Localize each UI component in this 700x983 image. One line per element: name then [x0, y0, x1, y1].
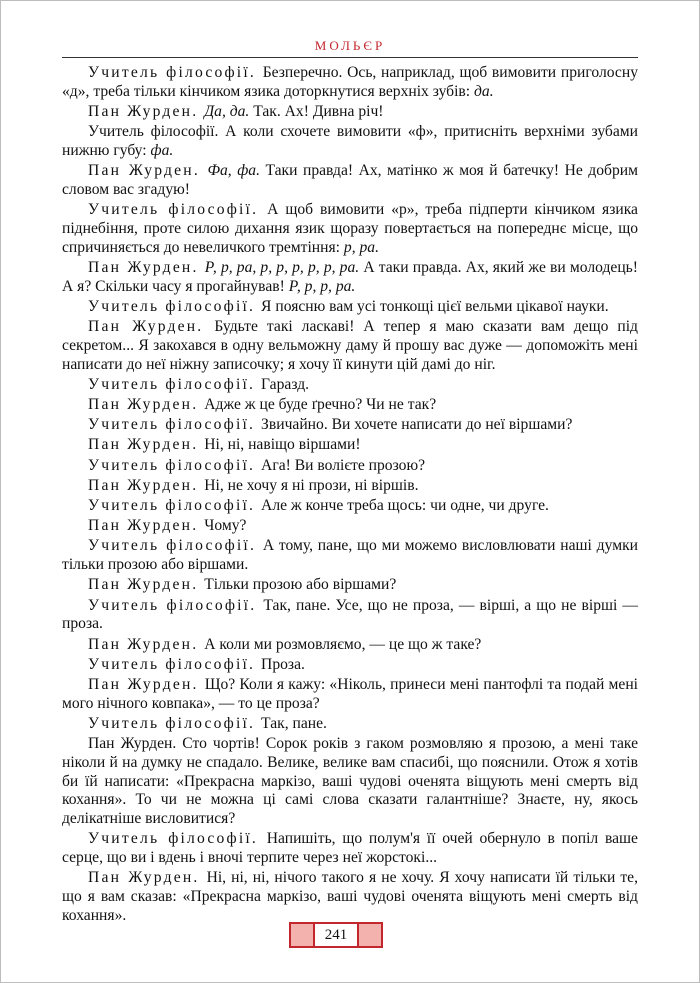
dialogue-paragraph: [62, 676, 638, 714]
speaker-name: Учитель філософії.: [88, 497, 256, 514]
speech-text: Гаразд.: [257, 375, 310, 393]
running-header: МОЛЬЄР: [314, 38, 386, 53]
dialogue-paragraph: [62, 123, 638, 161]
speech-text: Проза.: [257, 655, 305, 673]
speaker-name: Пан Журден.: [88, 869, 200, 887]
speech-text: Так, пане.: [257, 714, 327, 732]
dialogue-paragraph: [62, 656, 638, 675]
speaker-name: Учитель філософії.: [88, 375, 256, 393]
dialogue-paragraph: [62, 396, 638, 415]
speech-text: Таки правда! Ах, матінко ж моя й батечку! Не добрим словом вас згадую!: [62, 162, 638, 198]
speech-text: Пан Журден. Сто чортів! Сорок років з гаком розмовляю я прозою, а мені таке ніколи й на думку не спадало. Велике, велике вам спасибі, що пояснили. Отож я хотів би їй написати: «Прекрасна маркізо, ваші чудові оченята віщують мені смерть від кохання». То чи не можна ці самі слова сказати галантніше? Знаєте, ну, якось делікатніше висловитися?: [62, 735, 638, 828]
dialogue-paragraph: [62, 477, 638, 496]
example-sound: Р, р, р, ра.: [288, 277, 356, 295]
speaker-name: Пан Журден.: [88, 436, 199, 454]
right-ornament-box: [357, 922, 383, 948]
speech-text: Так, пане. Усе, що не проза, — вірші, а що не вірші — проза.: [62, 596, 638, 633]
example-sound: Фа, фа.: [207, 162, 260, 180]
dialogue-paragraph: [62, 735, 638, 829]
dialogue-paragraph: [62, 830, 638, 868]
speaker-name: Учитель філософії.: [88, 416, 256, 434]
speech-text: Безперечно. Ось, наприклад, щоб вимовити приголосну «д», треба тільки кінчиком язика доторкнутися верхніх зубів:: [62, 64, 638, 100]
dialogue-paragraph: [62, 715, 638, 734]
speech-text: Звичайно. Ви хочете написати до неї віршами?: [257, 416, 573, 434]
dialogue-paragraph: [62, 298, 638, 317]
speech-text: А коли ми розмовляємо, — це що ж таке?: [200, 635, 482, 653]
speech-text: Ні, ні, ні, нічого такого я не хочу. Я хочу написати їй тільки те, що я вам сказав: «Прекрасна маркізо, ваші чудові оченята віщують мені смерть від кохання».: [62, 869, 638, 925]
speech-text: А таки правда. Ах, який же ви молодець! А я? Скільки часу я прогайнував!: [62, 258, 638, 295]
example-sound: р, ра.: [343, 238, 379, 256]
dialogue-paragraph: [62, 537, 638, 575]
example-sound: Р, р, ра, р, р, р, р, р, ра.: [204, 258, 360, 276]
speaker-name: Пан Журден.: [88, 517, 199, 535]
dialogue-paragraph: [62, 376, 638, 395]
speech-text: Тільки прозою або віршами?: [200, 576, 397, 594]
speaker-name: Учитель філософії.: [88, 596, 257, 614]
dialogue-paragraph: [62, 162, 638, 200]
speaker-name: Пан Журден.: [88, 675, 199, 693]
page-footer: [0, 922, 700, 950]
speaker-name: Учитель філософії.: [88, 297, 256, 315]
speaker-name: Учитель філософії.: [88, 201, 259, 219]
speech-text: Адже ж це буде ґречно? Чи не так?: [200, 396, 437, 414]
dialogue-paragraph: [62, 201, 638, 257]
dialogue-paragraph: [62, 259, 638, 297]
speech-text: Напишіть, що полум'я її очей обернуло в попіл ваше серце, що ви і вдень і вночі терпите через неї жорстокі...: [62, 830, 638, 867]
example-sound: фа.: [150, 141, 174, 159]
speaker-name: Учитель філософії.: [88, 456, 256, 474]
speech-text: Так. Ах! Дивна річ!: [249, 102, 384, 120]
speaker-name: Пан Журден.: [88, 476, 199, 494]
dialogue-paragraph: [62, 318, 638, 374]
speaker-name: Пан Журден.: [88, 318, 204, 336]
speaker-name: Учитель філософії.: [88, 537, 257, 555]
dialogue-paragraph: [62, 436, 638, 455]
header-rule: [62, 57, 638, 58]
speaker-name: Пан Журден.: [88, 258, 199, 276]
speech-text: Що? Коли я кажу: «Ніколь, принеси мені пантофлі та подай мені мого нічного ковпака», — то це проза?: [62, 675, 639, 712]
dialogue-paragraph: [62, 457, 638, 476]
speaker-name: Пан Журден.: [88, 576, 199, 594]
speech-text: Ага! Ви волієте прозою?: [257, 456, 426, 474]
dialogue-paragraph: [62, 636, 638, 655]
speaker-name: Пан Журден.: [88, 396, 199, 414]
example-sound: Да, да.: [204, 102, 250, 120]
speaker-name: Учитель філософії.: [88, 830, 258, 848]
dialogue-paragraph: [62, 869, 638, 925]
example-sound: да.: [474, 82, 494, 100]
left-ornament-box: [289, 922, 315, 948]
dialogue-paragraph: [62, 416, 638, 435]
speech-text: Чому?: [200, 517, 247, 535]
speaker-name: Учитель філософії.: [88, 64, 256, 81]
dialogue-paragraph: [62, 517, 638, 536]
speaker-name: Пан Журден.: [88, 162, 200, 180]
text-body: [62, 64, 638, 927]
speech-text: Я поясню вам усі тонкощі цієї вельми цікавої науки.: [257, 297, 609, 315]
speaker-name: Учитель філософії.: [88, 655, 256, 673]
speech-text: Ні, не хочу я ні прози, ні віршів.: [200, 476, 419, 494]
speech-text: А щоб вимовити «р», треба підперти кінчиком язика піднебіння, проте силою дихання язик щоразу повертається на попереднє місце, що спричиняється до невеличкого тремтіння:: [62, 201, 638, 256]
speech-text: Будьте такі ласкаві! А тепер я маю сказати вам дещо під секретом... Я закохався в одну вельможну даму й прошу вас дуже — допоможіть мені написати до неї ніжну записочку; я хочу її кинути цій дамі до ніг.: [62, 318, 638, 373]
page-number: 241: [315, 922, 357, 948]
dialogue-paragraph: [62, 64, 638, 102]
speaker-name: Пан Журден.: [88, 102, 199, 120]
dialogue-paragraph: [62, 576, 638, 595]
dialogue-paragraph: [62, 597, 638, 635]
speech-text: Учитель філософії. А коли схочете вимовити «ф», притисніть верхніми зубами нижню губу:: [62, 123, 638, 159]
dialogue-paragraph: [62, 103, 638, 122]
speech-text: Але ж конче треба щось: чи одне, чи друге.: [257, 497, 549, 514]
speaker-name: Пан Журден.: [88, 635, 199, 653]
speaker-name: Учитель філософії.: [88, 714, 256, 732]
speech-text: Ні, ні, навіщо віршами!: [200, 436, 361, 454]
speech-text: А тому, пане, що ми можемо висловлювати наші думки тільки прозою або віршами.: [62, 537, 638, 574]
dialogue-paragraph: [62, 497, 638, 516]
